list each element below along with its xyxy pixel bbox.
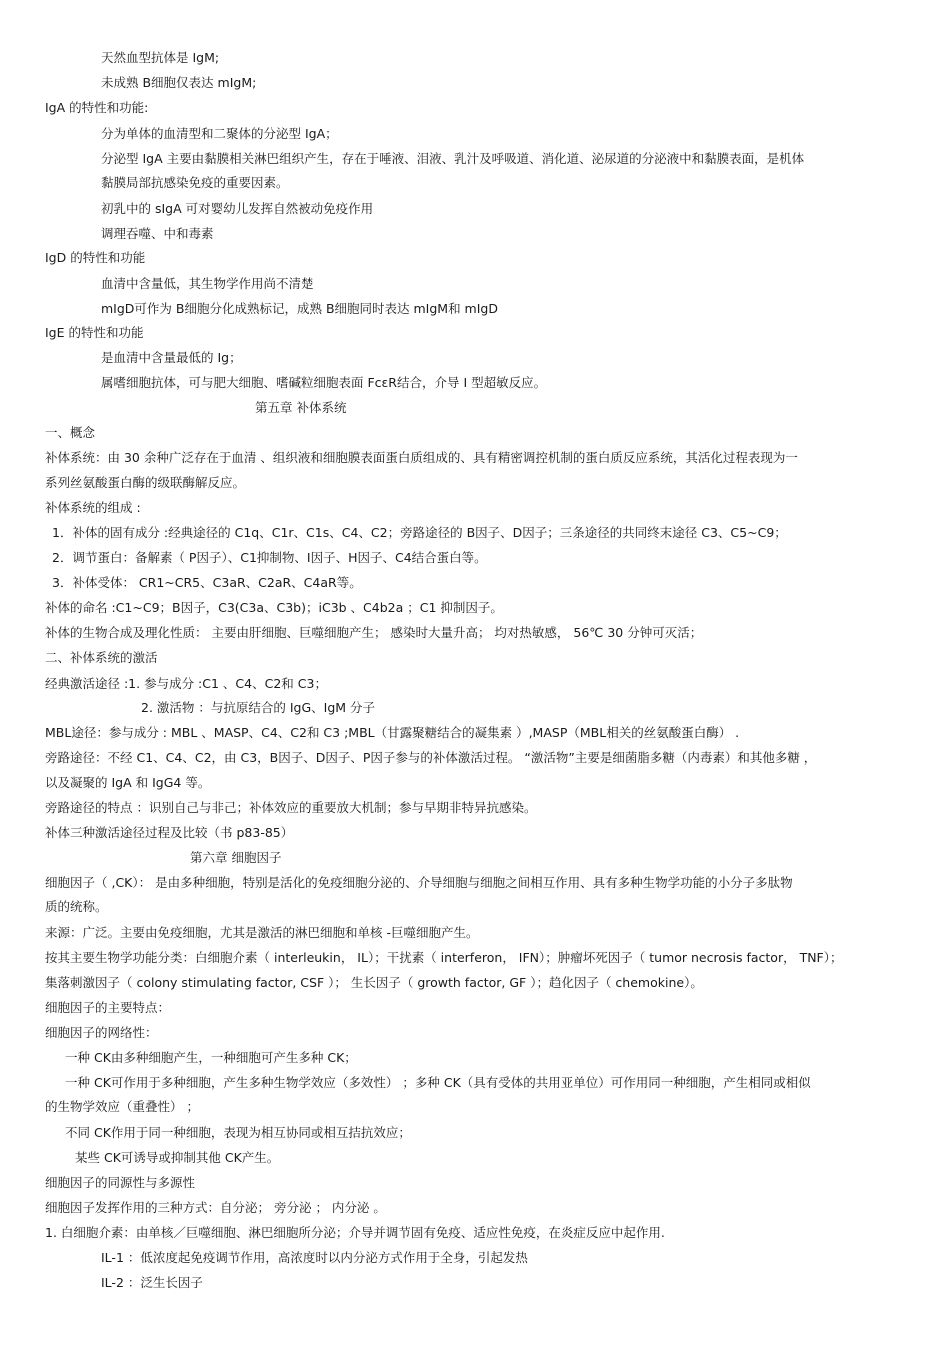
- text-line: 细胞因子的主要特点：: [45, 1000, 171, 1015]
- text-line: 天然血型抗体是 IgM;: [101, 50, 220, 65]
- section-heading: IgD 的特性和功能: [45, 250, 146, 265]
- text-line: 细胞因子的同源性与多源性: [45, 1175, 196, 1190]
- section-heading: IgA 的特性和功能:: [45, 100, 149, 115]
- text-line: 经典激活途径 :1. 参与成分 :C1 、C4、C2和 C3；: [45, 676, 327, 691]
- text-line: 1．补体的固有成分 :经典途径的 C1q、C1r、C1s、C4、C2；旁路途径的 B因子、D因子；三条途径的共同终末途径 C3、C5~C9；: [52, 525, 787, 540]
- text-line: 系列丝氨酸蛋白酶的级联酶解反应。: [45, 475, 246, 490]
- text-line: IL-1 ：低浓度起免疫调节作用，高浓度时以内分泌方式作用于全身，引起发热: [101, 1250, 528, 1265]
- text-line: mIgD可作为 B细胞分化成熟标记，成熟 B细胞同时表达 mIgM和 mIgD: [101, 301, 498, 316]
- text-line: 细胞因子（ ,CK）： 是由多种细胞，特别是活化的免疫细胞分泌的、介导细胞与细胞之间相互作用、具有多种生物学功能的小分子多肽物: [45, 875, 793, 890]
- text-line: 1. 白细胞介素：由单核／巨噬细胞、淋巴细胞所分泌；介导并调节固有免疫、适应性免疫，在炎症反应中起作用.: [45, 1225, 665, 1240]
- section-heading: 二、补体系统的激活: [45, 650, 158, 665]
- text-line: 以及凝聚的 IgA 和 IgG4 等。: [45, 775, 211, 790]
- text-line: 细胞因子发挥作用的三种方式：自分泌； 旁分泌 ； 内分泌 。: [45, 1200, 386, 1215]
- text-line: IL-2 ：泛生长因子: [101, 1275, 203, 1290]
- text-line: 是血清中含量最低的 Ig；: [101, 350, 242, 365]
- text-line: 旁路途径的特点 ：识别自己与非己；补体效应的重要放大机制；参与早期非特异抗感染。: [45, 800, 537, 815]
- section-heading: IgE 的特性和功能: [45, 325, 144, 340]
- text-line: 细胞因子的网络性：: [45, 1025, 158, 1040]
- text-line: 2．调节蛋白：备解素（ P因子）、C1抑制物、I因子、H因子、C4结合蛋白等。: [52, 550, 487, 565]
- text-line: 3．补体受体： CR1~CR5、C3aR、C2aR、C4aR等。: [52, 575, 362, 590]
- text-line: 补体系统的组成 :: [45, 500, 141, 515]
- text-line: 质的统称。: [45, 899, 108, 914]
- text-line: 的生物学效应（重叠性） ；: [45, 1099, 199, 1114]
- chapter-title: 第六章 细胞因子: [190, 850, 282, 865]
- section-heading: 一、概念: [45, 425, 96, 440]
- text-line: 不同 CK作用于同一种细胞，表现为相互协同或相互拮抗效应；: [65, 1125, 411, 1140]
- text-line: 补体三种激活途径过程及比较（书 p83-85）: [45, 825, 294, 840]
- text-line: 调理吞噬、中和毒素: [101, 226, 214, 241]
- text-line: 补体的生物合成及理化性质： 主要由肝细胞、巨噬细胞产生； 感染时大量升高； 均对热敏感， 56℃ 30 分钟可灭活；: [45, 625, 703, 640]
- chapter-title: 第五章 补体系统: [255, 400, 347, 415]
- text-line: 旁路途径：不经 C1、C4、C2，由 C3，B因子、D因子、P因子参与的补体激活过程。 “激活物”主要是细菌脂多糖（内毒素）和其他多糖 ，: [45, 750, 817, 765]
- text-line: 属嗜细胞抗体，可与肥大细胞、嗜碱粒细胞表面 FcεR结合，介导 I 型超敏反应。: [101, 375, 547, 390]
- text-line: 分为单体的血清型和二聚体的分泌型 IgA；: [101, 126, 338, 141]
- text-line: 未成熟 B细胞仅表达 mIgM;: [101, 75, 257, 90]
- text-line: 按其主要生物学功能分类：白细胞介素（ interleukin， IL）；干扰素（ interferon， IFN）；肿瘤坏死因子（ tumor necrosis factor， TNF）；: [45, 950, 843, 965]
- text-line: 来源：广泛。主要由免疫细胞，尤其是激活的淋巴细胞和单核 -巨噬细胞产生。: [45, 925, 479, 940]
- text-line: 黏膜局部抗感染免疫的重要因素。: [101, 175, 289, 190]
- text-line: 一种 CK可作用于多种细胞，产生多种生物学效应（多效性） ；多种 CK（具有受体的共用亚单位）可作用同一种细胞，产生相同或相似: [65, 1075, 811, 1090]
- text-line: 集落刺激因子（ colony stimulating factor, CSF ）； 生长因子（ growth factor, GF ）；趋化因子（ chemokine）。: [45, 975, 703, 990]
- text-line: 补体的命名 :C1~C9；B因子，C3(C3a、C3b)；iC3b 、C4b2a ；C1 抑制因子。: [45, 600, 503, 615]
- text-line: 初乳中的 sIgA 可对婴幼儿发挥自然被动免疫作用: [101, 201, 374, 216]
- text-line: MBL途径：参与成分 : MBL 、MASP、C4、C2和 C3 ;MBL（甘露聚糖结合的凝集素 ）,MASP（MBL相关的丝氨酸蛋白酶） .: [45, 725, 740, 740]
- text-line: 某些 CK可诱导或抑制其他 CK产生。: [75, 1150, 280, 1165]
- text-line: 2. 激活物 ：与抗原结合的 IgG、IgM 分子: [141, 700, 376, 715]
- text-line: 一种 CK由多种细胞产生，一种细胞可产生多种 CK；: [65, 1050, 357, 1065]
- text-line: 血清中含量低，其生物学作用尚不清楚: [101, 276, 314, 291]
- text-line: 分泌型 IgA 主要由黏膜相关淋巴组织产生，存在于唾液、泪液、乳汁及呼吸道、消化道、泌尿道的分泌液中和黏膜表面，是机体: [101, 151, 805, 166]
- text-line: 补体系统：由 30 余种广泛存在于血清 、组织液和细胞膜表面蛋白质组成的、具有精密调控机制的蛋白质反应系统，其活化过程表现为一: [45, 450, 798, 465]
